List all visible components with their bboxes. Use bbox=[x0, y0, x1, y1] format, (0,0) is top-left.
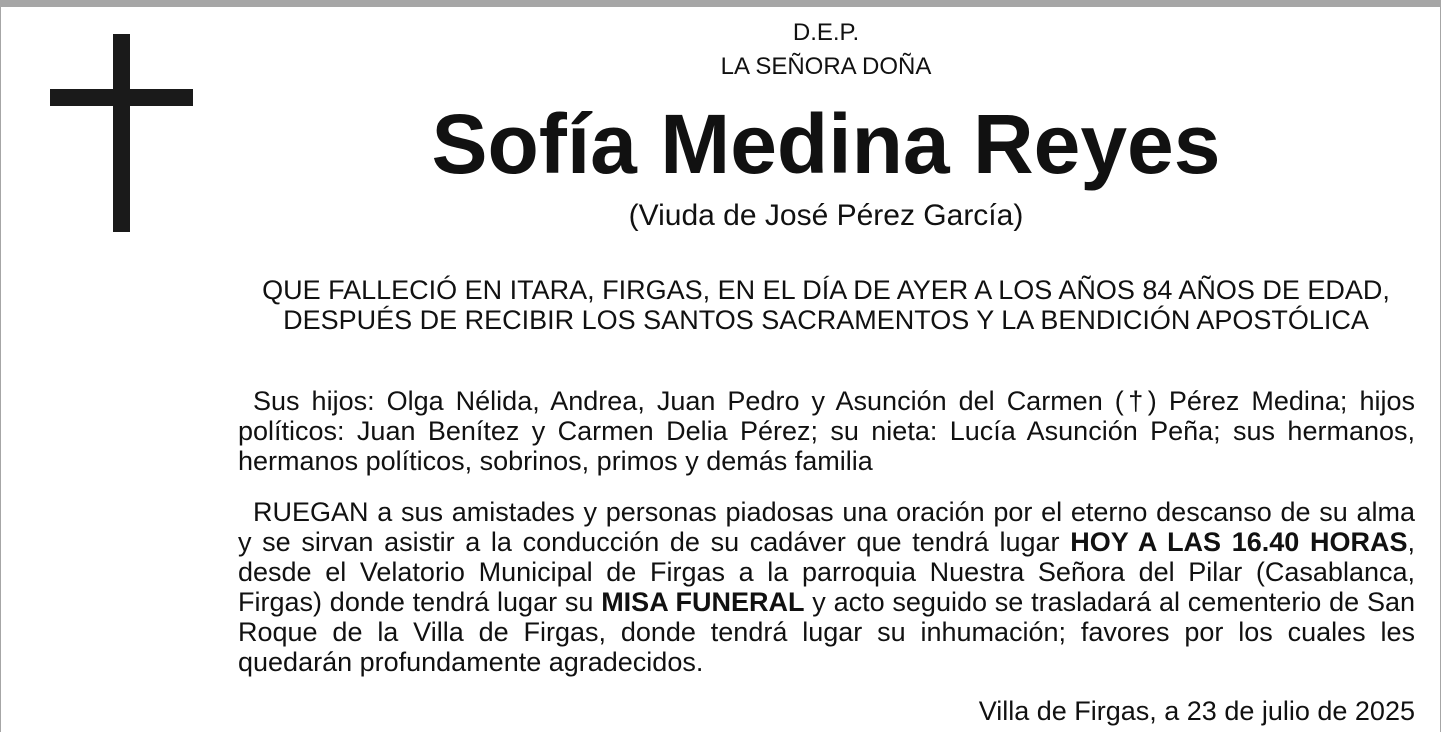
death-notice: QUE FALLECIÓ EN ITARA, FIRGAS, EN EL DÍA DE AYER A LOS AÑOS 84 AÑOS DE EDAD, DESPUÉS DE RECIBIR LOS SANTOS SACRAMENTOS Y LA BENDICIÓN APOSTÓLICA bbox=[262, 275, 1390, 335]
widow-of-line: (Viuda de José Pérez García) bbox=[628, 199, 1024, 232]
dep-heading: D.E.P. bbox=[792, 19, 860, 46]
cross-icon bbox=[50, 34, 193, 232]
ruegan-mass: MISA FUNERAL bbox=[601, 587, 805, 617]
ruegan-text-3: y acto seguido se trasladará al cementerio de San Roque de la Villa de Firgas, donde tendrá lugar su inhumación; favores por los cuales les quedarán profundamente agradecidos. bbox=[238, 587, 1415, 677]
ruegan-paragraph bbox=[238, 497, 1415, 677]
cross-vertical-bar bbox=[113, 34, 130, 232]
ruegan-time: HOY A LAS 16.40 HORAS bbox=[1070, 527, 1408, 557]
title-heading: LA SEÑORA DOÑA bbox=[720, 53, 932, 80]
ruegan-text-1: RUEGAN a sus amistades y personas piadosas una oración por el eterno descanso de su alma y se sirvan asistir a la conducción de su cadáver que tendrá lugar bbox=[238, 497, 1415, 557]
dateline: Villa de Firgas, a 23 de julio de 2025 bbox=[978, 696, 1415, 726]
family-paragraph: Sus hijos: Olga Nélida, Andrea, Juan Pedro y Asunción del Carmen (†) Pérez Medina; hijos políticos: Juan Benítez y Carmen Delia Pérez; su nieta: Lucía Asunción Peña; sus hermanos, hermanos políticos, sobrinos, primos y demás familia bbox=[238, 386, 1415, 476]
ruegan-text-2: , desde el Velatorio Municipal de Firgas a la parroquia Nuestra Señora del Pilar (Casablanca, Firgas) donde tendrá lugar su bbox=[238, 527, 1416, 617]
deceased-name: Sofía Medina Reyes bbox=[431, 97, 1221, 191]
cross-horizontal-bar bbox=[50, 89, 193, 106]
